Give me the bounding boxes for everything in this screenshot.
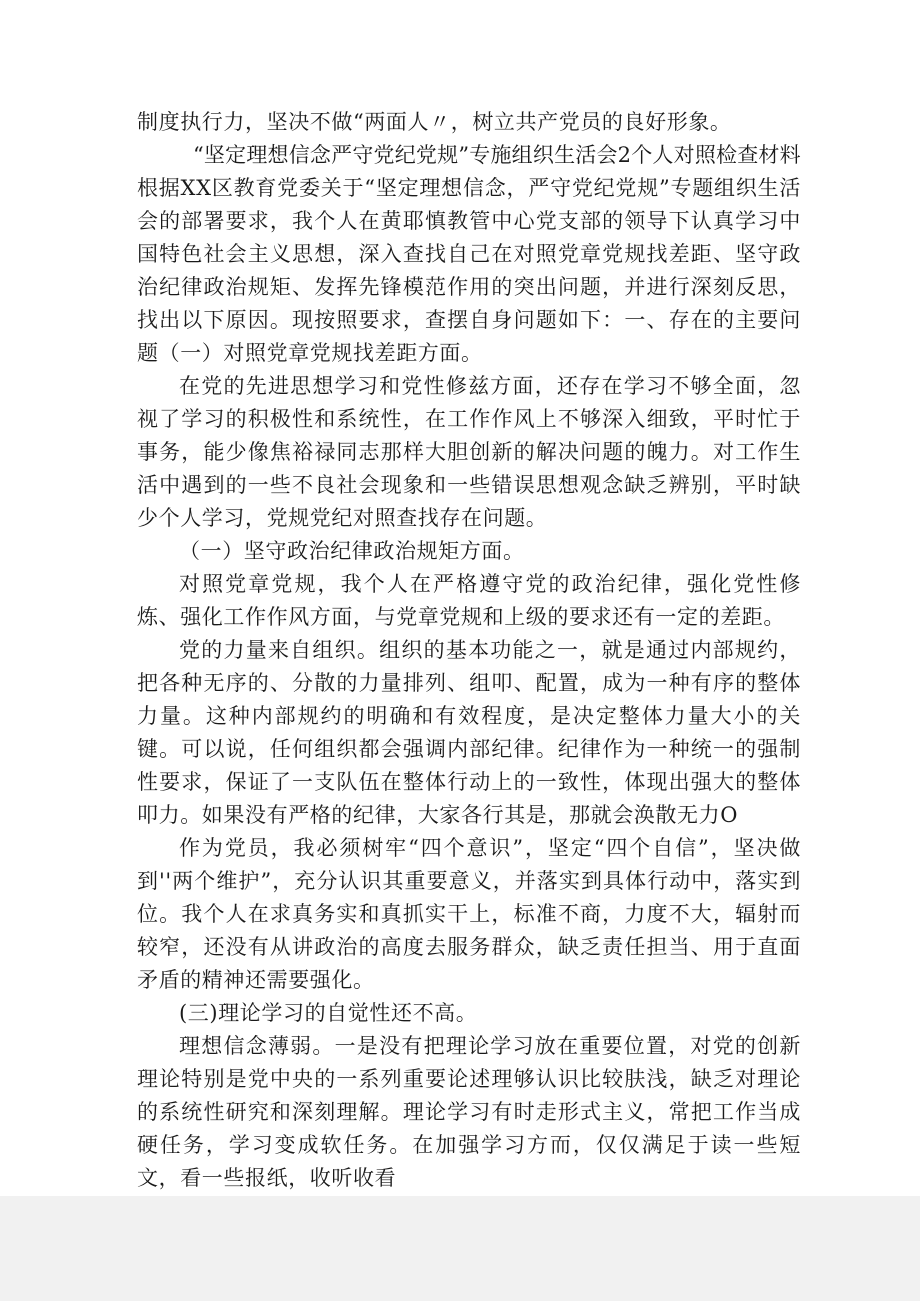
paragraph: 作为党员，我必须树牢“四个意识”，坚定“四个自信”，坚决做到''两个维护”，充分认识其重要意义，并落实到具体行动中，落实到位。我个人在求真务实和真抓实干上，标准不商，力度不大，辐射而较窄，还没有从讲政治的高度去服务群众，缺乏责任担当、用于直面矛盾的精神还需要强化。 — [137, 836, 801, 992]
paragraph: 理想信念薄弱。一是没有把理论学习放在重要位置，对党的创新理论特别是党中央的一系列重要论述理够认识比较肤浅，缺乏对理论的系统性研究和深刻理解。理论学习有时走形式主义，常把工作当成硬任务，学习变成软任务。在加强学习方而，仅仅满足于读一些短文，看一些报纸，收听收看 — [137, 1034, 801, 1190]
document-title: “坚定理想信念严守党纪党规”专施组织生活会2个人对照检查材料 — [193, 143, 801, 167]
paragraph: 党的力量来自组织。组织的基本功能之一，就是通过内部规约，把各种无序的、分散的力量排列、组叩、配置，成为一种有序的整体力量。这种内部规约的明确和有效程度，是决定整体力量大小的关键。可以说，任何组织都会强调内部纪律。纪律作为一种统一的强制性要求，保证了一支队伍在整体行动上的一致性，体现出强大的整体叩力。如果没有严格的纪律，大家各行其是，那就会涣散无力O — [137, 638, 801, 827]
paragraph-intro: 根据XX区教育党委关于“坚定理想信念，严守党纪党规”专题组织生活会的部署要求，我个人在黄耶慎教管中心党支部的领导下认真学习中国特色社会主义思想，深入查找自己在对照党章党规找差距、坚守政治纪律政治规矩、发挥先锋模范作用的突出问题，并进行深刻反思，找出以下原因。现按照要求，查摆自身问题如下：一、存在的主要问题（一）对照党章党规找差距方面。 — [137, 176, 801, 365]
section-heading: （一）坚守政治纪律政治规矩方面。 — [179, 539, 525, 563]
section-heading: (三)理论学习的自觉性还不高。 — [179, 1001, 478, 1025]
paragraph: 在党的先进思想学习和党性修兹方面，还存在学习不够全面，忽视了学习的积极性和系统性，在工作作风上不够深入细致，平时忙于事务，能少像焦裕禄同志那样大胆创新的解决问题的魄力。对工作生活中遇到的一些不良社会现象和一些错误思想观念缺乏辨别，平时缺少个人学习，党规党纪对照查找存在问题。 — [137, 374, 801, 530]
paragraph-continuation: 制度执行力，坚决不做“两面人〃，树立共产党员的良好形象。 — [137, 110, 732, 134]
paragraph: 对照党章党规，我个人在严格遵守党的政治纪律，强化党性修炼、强化工作作风方面，与党章党规和上级的要求还有一定的差距。 — [137, 572, 801, 629]
document-body — [137, 106, 801, 1195]
